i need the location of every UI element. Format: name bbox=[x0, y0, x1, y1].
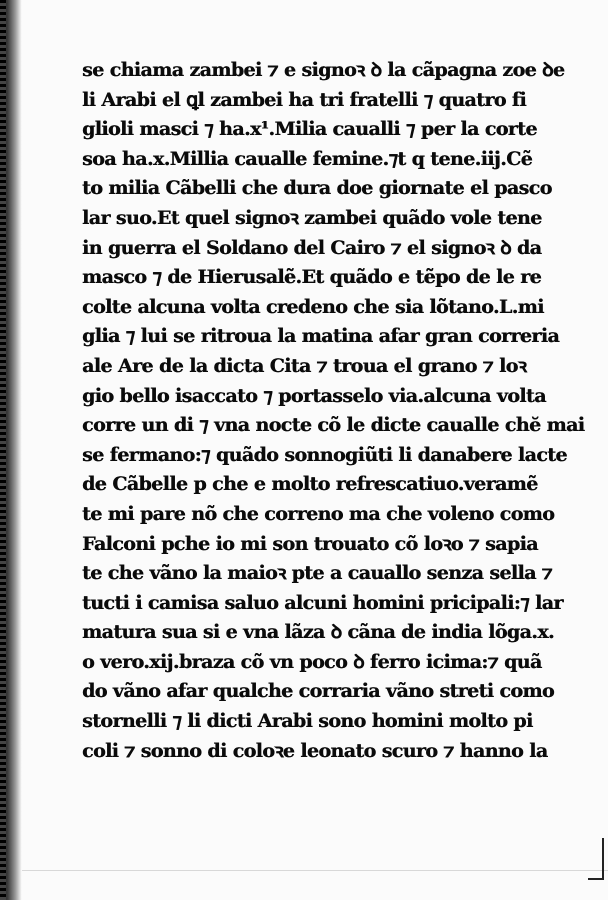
text-line: Falconi pche io mi son trouato cõ loꝛo ⁊ sapia bbox=[82, 532, 538, 555]
text-line: se chiama zambei ⁊ e signoꝛ ꝺ la cãpagna zoe ꝺe bbox=[82, 59, 565, 81]
text-line: gio bello isaccato ⁊ portasselo via.alcuna volta bbox=[82, 384, 546, 407]
page-text-block bbox=[82, 56, 602, 766]
book-page bbox=[22, 0, 608, 900]
text-line: corre un di ⁊ vna nocte cõ le dicte caualle chĕ mai bbox=[82, 414, 585, 437]
text-line: o vero.xij.braza cõ vn poco ꝺ ferro icima:⁊ quã bbox=[82, 650, 542, 673]
text-line: glia ⁊ lui se ritroua la matina afar gran correria bbox=[82, 325, 560, 348]
scan-edge-shadow bbox=[0, 0, 22, 900]
text-line: li Arabi el ꝗl zambei ha tri fratelli ⁊ quatro fi bbox=[82, 88, 526, 111]
text-line: soa ha.x.Millia caualle femine.⁊t q tene.iij.Cẽ bbox=[82, 147, 533, 170]
text-line: lar suo.Et quel signoꝛ zambei quãdo vole tene bbox=[82, 206, 542, 229]
scan-corner-mark bbox=[588, 838, 604, 880]
text-line: ale Are de la dicta Cita ⁊ troua el grano ⁊ loꝛ bbox=[82, 354, 527, 377]
text-line: coli ⁊ sonno di coloꝛe leonato scuro ⁊ hanno la bbox=[82, 739, 548, 762]
text-line: to milia Cãbelli che dura doe giornate el pasco bbox=[82, 177, 552, 200]
text-line: glioli masci ⁊ ha.x¹.Milia caualli ⁊ per la corte bbox=[82, 118, 537, 141]
text-line: colte alcuna volta credeno che sia lõtano.L.mi bbox=[82, 295, 544, 318]
text-line: masco ⁊ de Hierusalẽ.Et quãdo e tẽpo de le re bbox=[82, 266, 542, 289]
text-line: matura sua si e vna lãza ꝺ cãna de india lõga.x. bbox=[82, 621, 554, 644]
text-line: de Cãbelle p che e molto refrescatiuo.veramẽ bbox=[82, 473, 538, 496]
text-line: se fermano:⁊ quãdo sonnogiũti li danabere lacte bbox=[82, 443, 567, 466]
text-line: do vãno afar qualche corraria vãno streti como bbox=[82, 680, 554, 703]
page-bottom-edge bbox=[22, 870, 608, 871]
text-line: stornelli ⁊ li dicti Arabi sono homini molto pi bbox=[82, 710, 533, 733]
text-line: in guerra el Soldano del Cairo ⁊ el signoꝛ ꝺ da bbox=[82, 236, 542, 259]
text-line: te che vãno la maioꝛ pte a cauallo senza sella ⁊ bbox=[82, 562, 553, 585]
text-line: te mi pare nõ che correno ma che voleno como bbox=[82, 502, 555, 525]
text-line: tucti i camisa saluo alcuni homini pricipali:⁊ lar bbox=[82, 591, 563, 614]
